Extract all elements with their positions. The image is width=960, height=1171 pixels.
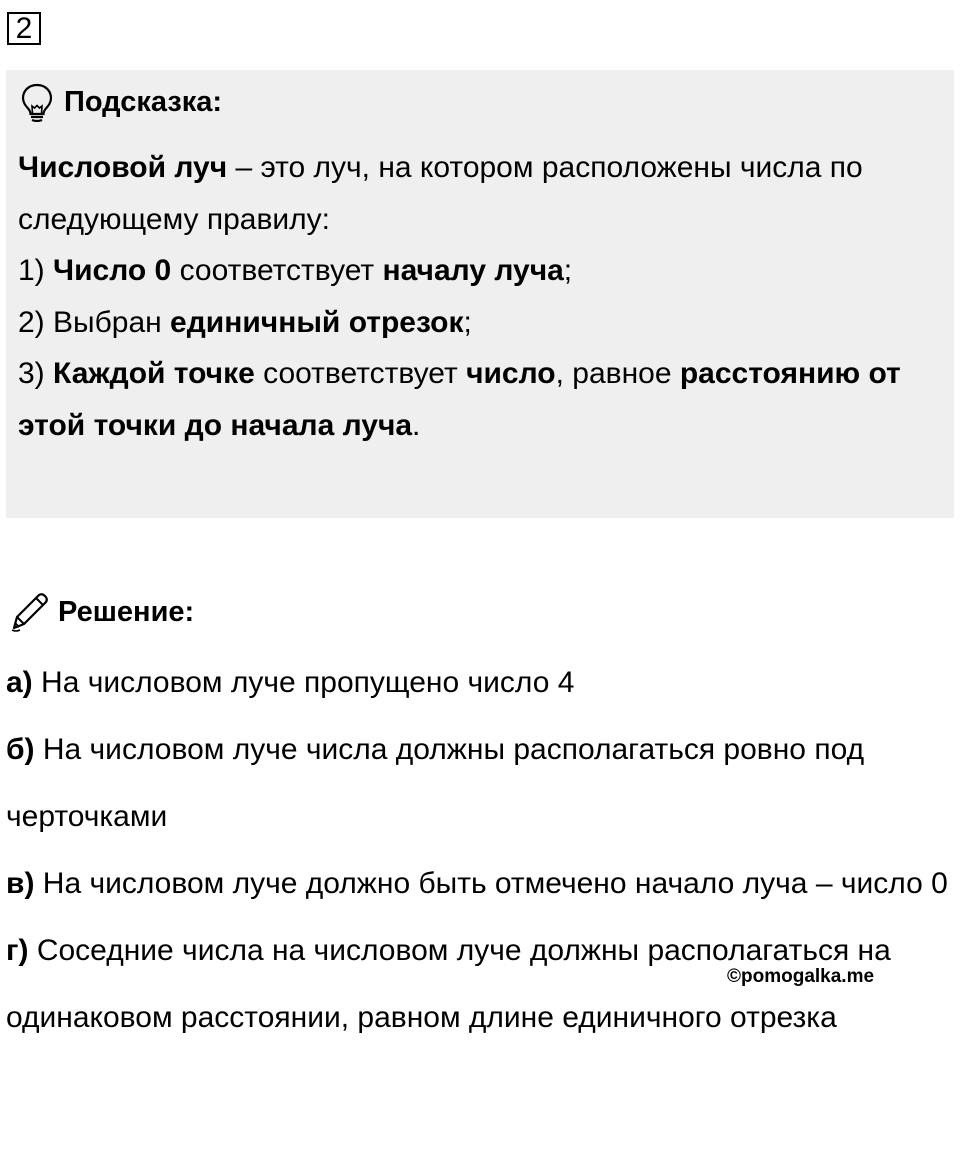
definition-paragraph [18,142,948,245]
solution-item-text: На числовом луче числа должны располагаться ровно под черточками [6,733,865,833]
pencil-icon [8,590,52,634]
rule-2-bold: единичный отрезок [170,305,464,339]
hint-header [20,82,222,122]
watermark: ©pomogalka.me [727,966,875,987]
solution-item-label: в) [6,867,35,900]
rule-1-bold-start: началу луча [382,254,564,287]
hint-body [18,142,948,451]
hint-box [6,70,954,518]
rule-2-end: ; [463,305,472,339]
solution-item-a [6,649,958,716]
solution-item-label: а) [6,666,33,699]
rule-3-end: . [412,408,421,442]
lightbulb-icon [20,82,54,122]
rule-3-bold-number: число [466,357,556,390]
rule-1-bold-number: Число 0 [53,254,172,287]
solution-item-label: б) [6,733,35,766]
solution-body [6,649,958,1051]
task-number: 2 [7,12,41,45]
rule-1 [18,245,948,297]
rule-1-mid: соответствует [171,254,383,287]
solution-item-label: г) [6,934,29,967]
solution-header [8,590,194,634]
solution-item-text: На числовом луче пропущено число 4 [32,666,575,699]
rule-1-prefix: 1) [18,254,54,287]
rule-2-prefix: 2) Выбран [18,305,171,339]
definition-term: Числовой луч [18,151,228,184]
solution-item-b [6,716,958,850]
solution-item-text: На числовом луче должно быть отмечено начало луча – число 0 [34,867,948,900]
solution-item-v [6,850,958,917]
rule-3-bold-distance: расстоянию от этой точки до начала луча [18,357,901,442]
rule-3 [18,348,948,451]
hint-title: Подсказка: [64,85,223,118]
definition-text: – это луч, на котором расположены числа по следующему правилу: [18,151,863,236]
rule-3-prefix: 3) [18,357,54,390]
rule-3-bold-point: Каждой точке [53,357,255,390]
rule-3-mid1: соответствует [254,357,467,390]
rule-2 [18,297,948,349]
solution-item-text: Соседние числа на числовом луче должны располагаться на одинаковом расстоянии, равном длине единичного отрезка [6,934,891,1034]
rule-1-end: ; [563,254,573,287]
solution-title: Решение: [58,595,195,628]
rule-3-mid2: , равное [555,357,680,390]
